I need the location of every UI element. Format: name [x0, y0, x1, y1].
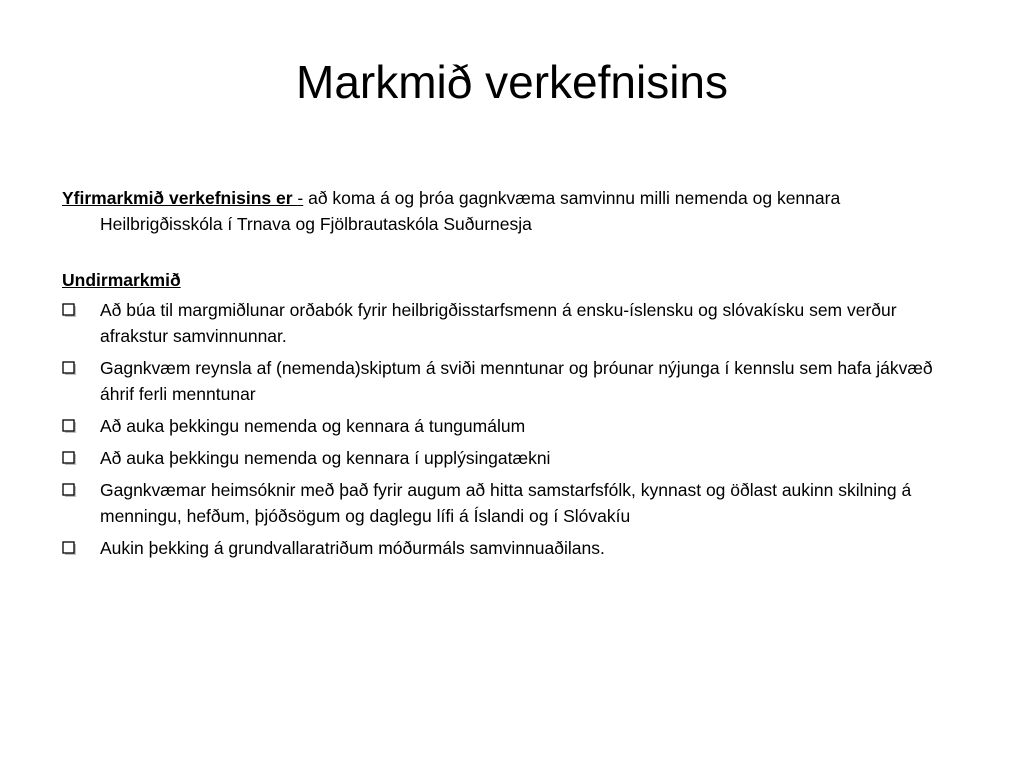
checkbox-square-icon [62, 451, 77, 466]
sub-goal-item [62, 477, 962, 529]
sub-goal-item [62, 297, 962, 349]
sub-goals-list [62, 297, 962, 561]
main-goal-dash: - [297, 188, 304, 208]
sub-goal-text: Gagnkvæm reynsla af (nemenda)skiptum á sviði menntunar og þróunar nýjunga í kennslu sem hafa jákvæð áhrif ferli menntunar [100, 358, 933, 404]
sub-goal-text: Gagnkvæmar heimsóknir með það fyrir augum að hitta samstarfsfólk, kynnast og öðlast aukinn skilning á menningu, hefðum, þjóðsögum og daglegu lífi á Íslandi og í Slóvakíu [100, 480, 912, 526]
sub-goal-item [62, 535, 962, 561]
sub-goal-text: Að auka þekkingu nemenda og kennara í upplýsingatækni [100, 448, 551, 468]
slide-title: Markmið verkefnisins [296, 56, 728, 108]
checkbox-square-icon [62, 303, 77, 318]
sub-goal-item [62, 413, 962, 439]
main-goal-label: Yfirmarkmið verkefnisins er [62, 188, 298, 208]
main-goal-paragraph [62, 185, 962, 237]
main-goal-text: að koma á og þróa gagnkvæma samvinnu milli nemenda og kennara Heilbrigðisskóla í Trnava og Fjölbrautaskóla Suðurnesja [100, 188, 841, 234]
slide-body [62, 185, 962, 567]
sub-goals-heading: Undirmarkmið [62, 270, 181, 290]
checkbox-square-icon [62, 483, 77, 498]
sub-goal-text: Að auka þekkingu nemenda og kennara á tungumálum [100, 416, 526, 436]
sub-goal-text: Aukin þekking á grundvallaratriðum móðurmáls samvinnuaðilans. [100, 538, 605, 558]
checkbox-square-icon [62, 541, 77, 556]
checkbox-square-icon [62, 361, 77, 376]
sub-goal-item [62, 355, 962, 407]
checkbox-square-icon [62, 419, 77, 434]
sub-goal-text: Að búa til margmiðlunar orðabók fyrir heilbrigðisstarfsmenn á ensku-íslensku og slóvakísku sem verður afrakstur samvinnunnar. [100, 300, 897, 346]
sub-goal-item [62, 445, 962, 471]
